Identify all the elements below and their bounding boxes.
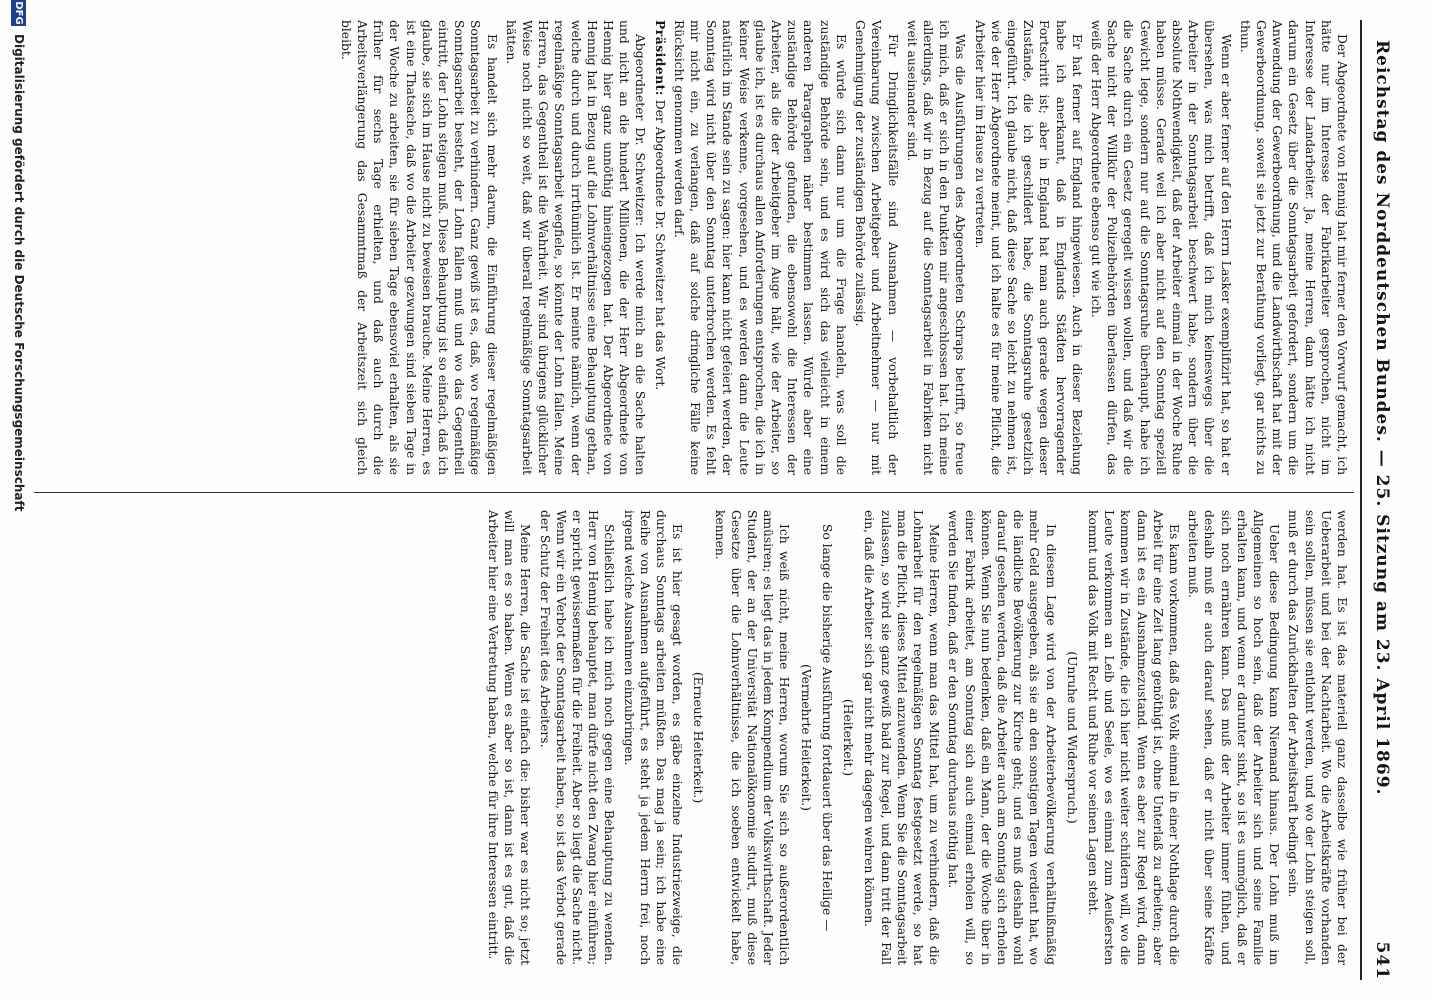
running-head: Reichstag des Norddeutschen Bundes. — 25. Sitzung am 23. April 1869. [1372, 40, 1392, 796]
speaker-text: Der Abgeordnete Dr. Schweitzer hat das Wort. [652, 99, 667, 391]
dfg-logo: DFG [13, 1, 24, 25]
page-header [1368, 40, 1392, 980]
page-number: 541 [1372, 941, 1392, 980]
president-statement [651, 20, 667, 475]
stage-direction: (Vermehrte Heiterkeit.) [798, 664, 813, 811]
paragraph: Ich weiß nicht, meine Herren, worum Sie sich so außerordentlich amüsiren; es liegt das in jedem Kompendium der Volkswirthschaft. Jeder Student, der an der Universität Nationalökonomie studirt, muß diese Gesetze über die Lohnverhältnisse, die ich soeben entwickelt habe, kennen. [712, 510, 792, 965]
digitization-footer [6, 0, 28, 1000]
paragraph: Er hat ferner auf England hingewiesen. Auch in dieser Beziehung habe ich anerkannt, daß in Englands Städten hervorragender Fortschritt ist; aber in England hat man auch gerade wegen dieser Zustände, die ich geschildert habe, die Sonntagsruhe gesetzlich eingeführt. Ich glaube nicht, daß diese Sache so leicht zu nehmen ist, wie der Herr Abgeordnete meint, und ich halte es für meine Pflicht, die Arbeiter hier im Hause zu vertreten. [972, 20, 1084, 475]
paragraph: Abgeordneter Dr. Schweitzer: Ich werde mich an die Sache halten und nicht an die hundert Millionen, die der Herr Abgeordnete von Hennig hier ganz unnöthig hineingezogen hat. Der Abgeordnete von Hennig hat in Bezug auf die Lohnverhältnisse eine Behauptung gethan, welche durch und durch irrthümlich ist. Er meinte nämlich, wenn der regelmäßige Sonntagsarbeit wegfiele, so könnte der Lohn fallen. Meine Herren, das Gegentheil ist die Wahrheit. Wir sind übrigens glücklicher Weise noch nicht so weit, daß wir überall regelmäßige Sonntagsarbeit hätten. [503, 20, 648, 475]
column-divider [34, 492, 1354, 493]
right-column [30, 510, 1350, 965]
paragraph: Es handelt sich mehr darum, die Einführung dieser regelmäßigen Sonntagsarbeit zu verhindern. Ganz gewiß ist es, daß, wo regelmäßige Sonntagsarbeit besteht, der Lohn fallen muß und wo das Gegentheil eintritt, der Lohn steigen muß. Diese Behauptung ist so einfach, daß ich glaube, sie sich im Hause nicht zu beweisen brauche. Meine Herren, es ist eine Thatsache, daß wo die Arbeiter gezwungen sind sieben Tage in der Woche zu arbeiten, sie für sieben Tage ebensoviel erhalten, als sie früher für sechs Tage erhielten, und daß auch durch die Arbeitsverlängerung das Gesammtmaß der Arbeitszeit sich gleich bleibt. [338, 20, 499, 475]
paragraph: Es kann vorkommen, daß das Volk einmal in einer Nothlage durch die Arbeit für eine Zeit lang genöthigt ist, ohne Unterlaß zu arbeiten; aber dann ist es ein Ausnahmezustand. Wenn es aber zur Regel wird, dann kommen wir in Zustände, die ich hier nicht weiter schildern will, wo die Leute verkommen an Leib und Seele, wo es einmal zum Aeußersten kommt und das Volk mit Recht und Ruhe vor seinen Lagen steht. [1085, 510, 1181, 965]
paragraph: Der Abgeordnete von Hennig hat mir ferner den Vorwurf gemacht, ich hätte nur im Interesse der Fabrikarbeiter gesprochen, nicht im Interesse der Landarbeiter. Ja, meine Herren, dann hätte ich nicht darum ein Gesetz über die Sonntagsarbeit gefordert, sondern um die Anwendung der Gewerbeordnung, und die Landwirthschaft hat mit der Gewerbeordnung, soweit sie jetzt zur Berathung vorliegt, gar nichts zu thun. [1237, 20, 1349, 475]
paragraph: Es ist hier gesagt worden, es gäbe einzelne Industriezweige, die durchaus Sonntags arbeiten müßten. Das mag ja sein; ich habe eine Reihe von Ausnahmen aufgeführt, es steht ja jedem Herrn frei, noch irgend welche Ausnahmen einzubringen. [621, 510, 685, 965]
paragraph: In diesem Lage wird von der Arbeiterbevölkerung verhältnißmäßig mehr Geld ausgegeben, als sie an den sonstigen Tagen verdient hat, wo die ländliche Bevölkerung zur Kirche geht; und es muß deshalb wohl darauf gesehen werden, daß die Arbeiter auch am Sonntag sich erholen können. Wenn Sie nun bedenken, daß ein Mann, der die Woche über in einer Fabrik arbeitet, am Sonntag sich auch einmal erholen will, so werden Sie finden, daß er den Sonntag durchaus nöthig hat. [946, 510, 1058, 965]
paragraph: Für Dringlichkeitsfälle sind Ausnahmen — vorbehaltlich der Vereinbarung zwischen Arbeitgeber und Arbeitnehmer — nur mit Genehmigung der zuständigen Behörde zulässig. [853, 20, 900, 475]
paragraph: Ueber diese Bedingung kann Niemand hinaus. Der Lohn muß im Allgemeinen so hoch sein, daß der Arbeiter sich und seine Familie erhalten kann, und wenn er darunter sinkt, so ist es unmöglich, daß er sich noch ernähren kann. Das muß der Arbeiter immer fühlen, und deshalb muß er auch darauf sehen, daß er nicht über seine Kräfte arbeiten muß. [1186, 510, 1282, 965]
left-column [30, 20, 1350, 475]
funding-credit: Digitalisierung gefördert durch die Deutsche Forschungsgemeinschaft [12, 34, 26, 512]
paragraph: So lange die bisherige Ausführung fortdauert über das Heilige — [819, 524, 834, 932]
paragraph: Wenn er aber ferner auf den Herrn Lasker exemplifizirt hat, so hat er übersehen, was mich betrifft, daß ich mich keineswegs über die Arbeiter in der Sonntagsarbeit beschwert habe, sondern über die absolute Nothwendigkeit, daß der Arbeiter einmal in der Woche Ruhe haben müsse. Gerade weil ich aber nicht auf den Sonntag speziell Gewicht lege, sondern nur auf die Sonntagsruhe überhaupt, habe ich die Sache durch ein Gesetz geregelt wissen wollen, und daß wir die Sache nicht der Willkür der Polizeibehörden überlassen dürfen, das weiß der Herr Abgeordnete ebenso gut wie ich. [1088, 20, 1233, 475]
stage-direction: (Unruhe und Widerspruch.) [1064, 651, 1079, 824]
speaker-label: Präsident: [652, 20, 668, 96]
stage-direction: (Erneute Heiterkeit.) [691, 671, 706, 804]
paragraph: Meine Herren, die Sache ist einfach die: bisher war es nicht so; jetzt will man es so haben. Wenn es aber so ist, dann ist es gut, daß die Arbeiter hier eine Vertretung haben, welche für ihre Interessen eintritt. [486, 510, 533, 965]
paragraph: Meine Herren, wenn man das Mittel hat, um zu verhindern, daß die Lohnarbeit für den regelmäßigen Sonntag festgesetzt werde, so hat man die Pflicht, dieses Mittel anzuwenden. Wenn Sie die Sonntagsarbeit zulassen, so wird sie ganz gewiß bald zur Regel, und dann tritt der Fall ein, daß die Arbeiter sich gar nicht mehr dagegen wehren können. [862, 510, 942, 965]
paragraph: Schließlich habe ich mich noch gegen eine Behauptung zu wenden. Herr von Hennig behauptet, man dürfe nicht den Zwang hier einführen; er spricht gewissermaßen für die Freiheit. Aber so liegt die Sache nicht. Wenn wir ein Verbot der Sonntagsarbeit haben, so ist das Verbot gerade der Schutz der Freiheit des Arbeiters. [537, 510, 617, 965]
paragraph: werden hat. Es ist das materiell ganz dasselbe wie früher bei der Ueberarbeit und bei der Nachtarbeit. Wo die Arbeitskräfte vorhanden sein sollen, müssen sie entlohnt werden, und wo der Lohn steigen soll, muß er durch das Zurückhalten der Arbeitskraft bedingt sein. [1286, 510, 1349, 965]
header-rule [1360, 20, 1362, 980]
stage-direction: (Heiterkeit.) [841, 698, 856, 777]
paragraph: Was die Ausführungen des Abgeordneten Schraps betrifft, so freue ich mich, daß er sich in den Punkten mir angeschlossen hat. Ich meine allerdings, daß wir in Bezug auf die Sonntagsarbeit in Fabriken nicht weit auseinander sind. [904, 20, 968, 475]
paragraph: Es würde sich dann nur um die Frage handeln, was soll die zuständige Behörde sein, und es wird sich das vielleicht in einem anderen Paragraphen näher bestimmen lassen. Würde aber eine zuständige Behörde gefunden, die ebensowohl die Interessen der Arbeiter, als die der Arbeitgeber im Auge hält, wie der Arbeiter, so glaube ich, ist es durchaus allen Anforderungen entsprochen, die ich in keiner Weise verkenne, vorgesehen, und es werden dann die Leute natürlich im Stande sein zu sagen: hier kann nicht gefeiert werden, der Sonntag wird nicht über den Sonntag unterbrochen werden. Es fehlt mir nicht ein, zu verlangen, daß auf solche dringliche Fälle keine Rücksicht genommen werden darf. [671, 20, 848, 475]
